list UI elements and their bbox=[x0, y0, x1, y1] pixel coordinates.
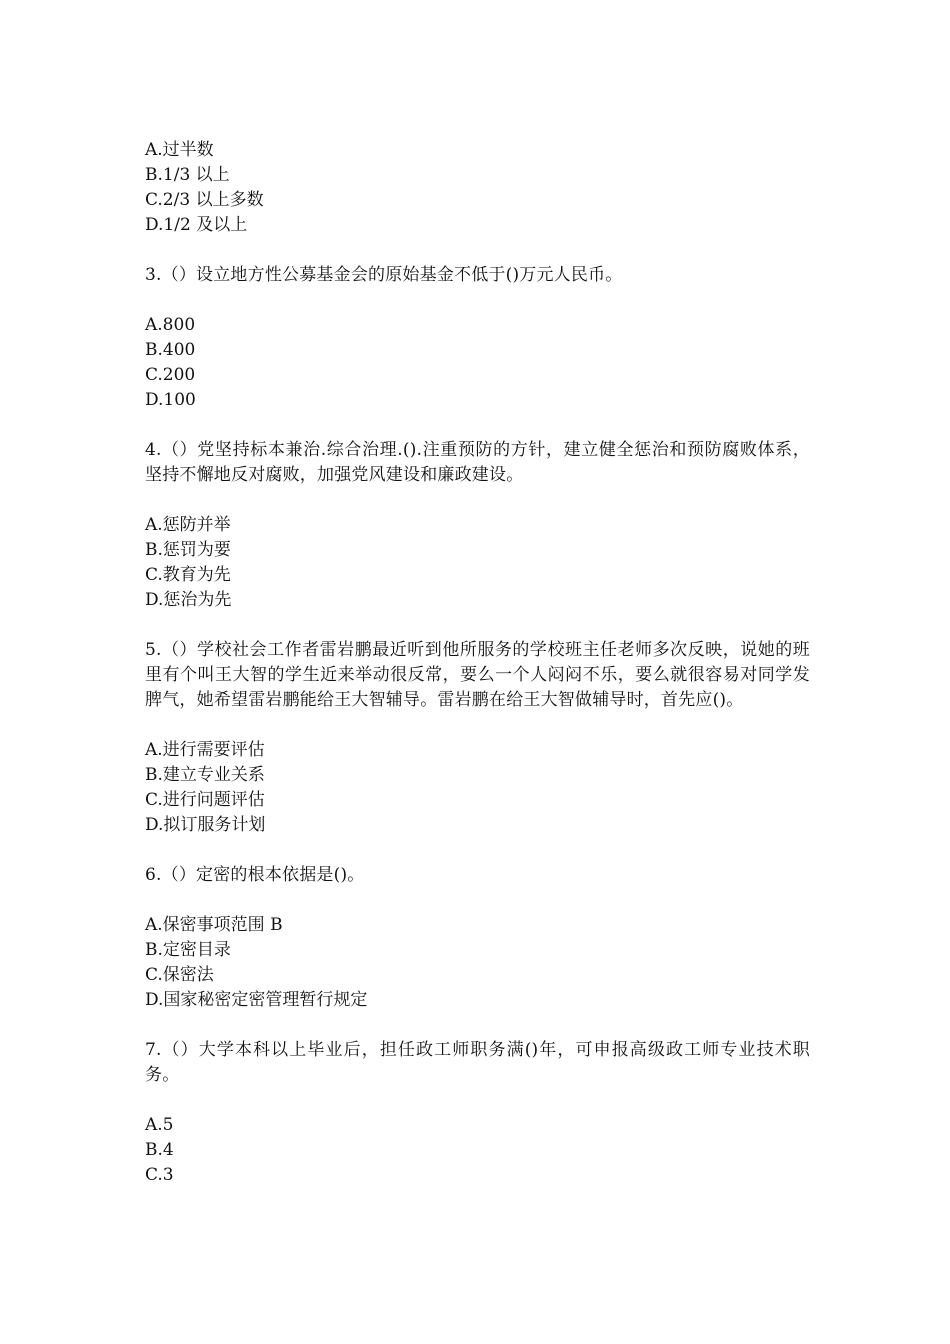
option-c: C.教育为先 bbox=[145, 565, 231, 585]
question-options bbox=[145, 738, 810, 838]
option-a: A.保密事项范围 B bbox=[145, 915, 283, 935]
question-options bbox=[145, 513, 810, 613]
option-d: D.国家秘密定密管理暂行规定 bbox=[145, 990, 368, 1010]
question-options bbox=[145, 1113, 810, 1188]
option-d: D.100 bbox=[145, 390, 196, 410]
option-b: B.定密目录 bbox=[145, 940, 231, 960]
option-b: B.惩罚为要 bbox=[145, 540, 231, 560]
option-c: C.进行问题评估 bbox=[145, 790, 265, 810]
option-c: C.2/3 以上多数 bbox=[145, 190, 264, 210]
option-c: C.3 bbox=[145, 1165, 174, 1185]
option-d: D.拟订服务计划 bbox=[145, 815, 266, 835]
prev-question-options bbox=[145, 138, 810, 238]
question-4 bbox=[145, 438, 810, 613]
option-a: A.惩防并举 bbox=[145, 515, 231, 535]
question-options bbox=[145, 313, 810, 413]
question-6 bbox=[145, 863, 810, 1013]
option-a: A.5 bbox=[145, 1115, 174, 1135]
question-3 bbox=[145, 263, 810, 413]
question-5 bbox=[145, 638, 810, 838]
question-options bbox=[145, 913, 810, 1013]
option-a: A.过半数 bbox=[145, 140, 214, 160]
option-a: A.进行需要评估 bbox=[145, 740, 265, 760]
option-c: C.200 bbox=[145, 365, 196, 385]
question-stem: 6.（）定密的根本依据是()。 bbox=[145, 865, 365, 885]
option-c: C.保密法 bbox=[145, 965, 214, 985]
option-b: B.4 bbox=[145, 1140, 174, 1160]
option-d: D.1/2 及以上 bbox=[145, 215, 248, 235]
question-stem: 4.（）党坚持标本兼治.综合治理.().注重预防的方针，建立健全惩治和预防腐败体系，坚持不懈地反对腐败，加强党风建设和廉政建设。 bbox=[145, 440, 810, 485]
option-d: D.惩治为先 bbox=[145, 590, 232, 610]
question-7 bbox=[145, 1038, 810, 1188]
option-b: B.1/3 以上 bbox=[145, 165, 230, 185]
option-a: A.800 bbox=[145, 315, 196, 335]
question-stem: 7.（）大学本科以上毕业后，担任政工师职务满()年，可申报高级政工师专业技术职务。 bbox=[145, 1040, 810, 1085]
option-b: B.400 bbox=[145, 340, 196, 360]
question-stem: 5.（）学校社会工作者雷岩鹏最近听到他所服务的学校班主任老师多次反映，说她的班里有个叫王大智的学生近来举动很反常，要么一个人闷闷不乐，要么就很容易对同学发脾气，她希望雷岩鹏能给王大智辅导。雷岩鹏在给王大智做辅导时，首先应()。 bbox=[145, 640, 810, 710]
document-page bbox=[145, 138, 810, 1188]
option-b: B.建立专业关系 bbox=[145, 765, 265, 785]
question-stem: 3.（）设立地方性公募基金会的原始基金不低于()万元人民币。 bbox=[145, 265, 623, 285]
